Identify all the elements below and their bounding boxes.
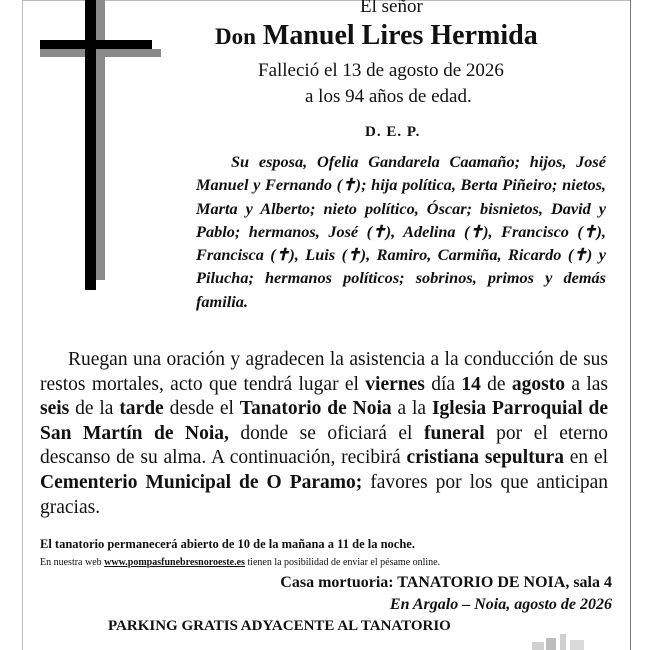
name-prefix: Don [215,24,256,49]
bold-run: agosto [511,373,566,395]
bold-run: viernes [365,373,425,395]
tanatorio-hours-note: El tanatorio permanecerá abierto de 10 de la mañana a 11 de la noche. [40,537,415,551]
bold-run: tarde [119,398,164,420]
age-line: a los 94 años de edad. [305,86,472,107]
cross-horizontal-bar [40,40,152,49]
web-condolence-note [40,557,440,568]
frame-left-border [22,0,23,650]
name-full: Manuel Lires Hermida [262,20,538,51]
text-run: Ruegan una oración y agradecen la asistencia a la conducción de sus restos mortales, acto que tendrá lugar el [40,349,608,395]
text-run: desde el [163,398,240,420]
text-run: a la [391,398,432,420]
bold-run: Cementerio Municipal de O Paramo; [40,471,363,493]
web-note-prefix: En nuestra web [40,557,105,568]
death-date-line: Falleció el 13 de agosto de 2026 [258,60,504,81]
text-run: a las [565,373,608,395]
web-note-suffix: tienen la posibilidad de enviar el pésame online. [244,557,441,568]
text-run: por el eterno descanso de su alma. A continuación, recibirá [40,422,608,469]
parking-note: PARKING GRATIS ADYACENTE AL TANATORIO [108,618,451,634]
bold-run: funeral [424,422,485,444]
text-run: en el [563,447,609,469]
bold-run: seis [40,398,70,420]
bold-run: cristiana sepultura [406,447,564,469]
frame-top-border [22,0,631,1]
bold-run: 14 [461,373,481,395]
dep-heading: D. E. P. [365,124,421,140]
place-date-line: En Argalo – Noia, agosto de 2026 [389,596,612,613]
bold-run: Iglesia Parroquial de San Martín de Noia, [40,398,608,444]
website-link[interactable]: www.pompasfunebresnoroeste.es [104,557,245,568]
cross-horizontal-shadow-right [105,49,161,57]
bold-run: Tanatorio de Noia [239,398,392,420]
ceremony-paragraph [40,348,608,520]
text-run: de [480,373,512,395]
cross-horizontal-shadow-left [40,49,85,57]
frame-right-border [630,0,631,650]
text-run: favores por los que anticipan gracias. [40,471,608,518]
family-list: Su esposa, Ofelia Gandarela Caamaño; hijos, José Manuel y Fernando (✝); hija política, Berta Piñeiro; nietos, Marta y Alberto; nieto político, Óscar; bisnietos, David y Pablo; hermanos, José (✝), Adelina (✝), Francisco (✝), Francisca (✝), Luis (✝), Ramiro, Carmiña, Ricardo (✝) y Pilucha; hermanos políticos; sobrinos, primos y demás familia. [196,152,606,311]
deceased-name [215,20,538,52]
text-run: donde se oficiará el [228,422,424,444]
text-run: de la [69,398,120,420]
intro-text: El señor [360,0,423,17]
partial-logo-icon [530,632,590,650]
mortuary-location: Casa mortuoria: TANATORIO DE NOIA, sala 4 [280,574,612,591]
text-run: día [424,373,462,395]
